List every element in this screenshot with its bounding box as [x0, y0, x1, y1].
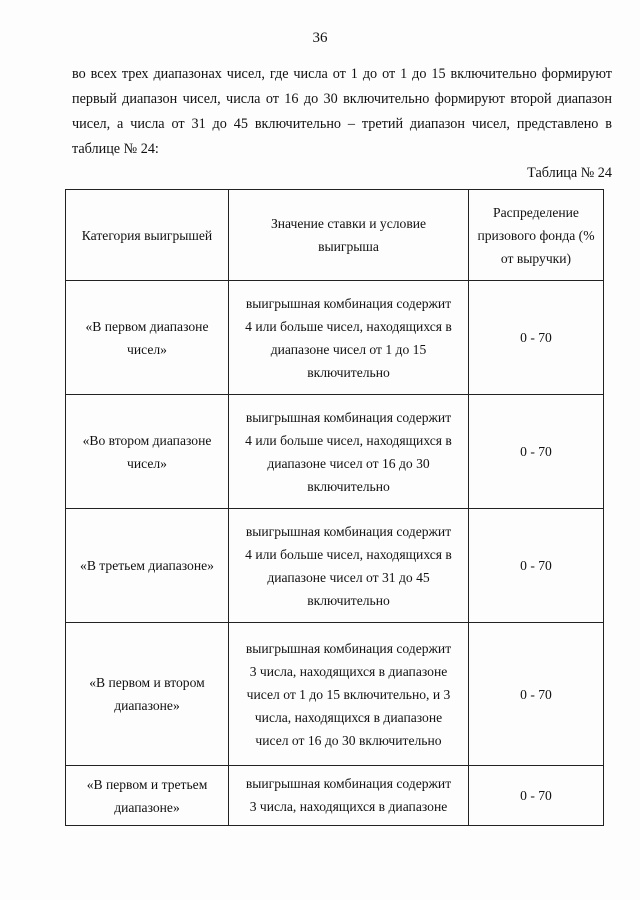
paragraph-line: во всех трех диапазонах чисел, где числа от 1 до от 1 до 15 включительно формируют	[72, 66, 612, 82]
header-condition: Значение ставки и условие выигрыша	[229, 190, 469, 281]
header-distribution: Распределение призового фонда (% от выручки)	[469, 190, 604, 281]
page-number: 36	[312, 30, 328, 46]
body-paragraph	[72, 62, 612, 162]
condition-cell: выигрышная комбинация содержит 4 или больше чисел, находящихся в диапазоне чисел от 31 до 45 включительно	[229, 509, 469, 623]
paragraph-line: таблице № 24:	[72, 141, 159, 157]
paragraph-line: первый диапазон чисел, числа от 16 до 30 включительно формируют второй диапазон	[72, 91, 612, 107]
category-cell: «Во втором диапазоне чисел»	[66, 395, 229, 509]
distribution-cell: 0 - 70	[469, 623, 604, 766]
category-cell: «В первом диапазоне чисел»	[66, 281, 229, 395]
category-cell: «В третьем диапазоне»	[66, 509, 229, 623]
paragraph-line: чисел, а числа от 31 до 45 включительно – третий диапазон чисел, представлено в	[72, 116, 612, 132]
table-header-row	[66, 190, 604, 281]
table-row	[66, 623, 604, 766]
distribution-cell: 0 - 70	[469, 281, 604, 395]
table-row	[66, 766, 604, 826]
table-caption: Таблица № 24	[527, 165, 612, 181]
condition-cell: выигрышная комбинация содержит 4 или больше чисел, находящихся в диапазоне чисел от 1 до 15 включительно	[229, 281, 469, 395]
table-row	[66, 395, 604, 509]
table-row	[66, 509, 604, 623]
condition-cell: выигрышная комбинация содержит 4 или больше чисел, находящихся в диапазоне чисел от 16 до 30 включительно	[229, 395, 469, 509]
table-row	[66, 281, 604, 395]
prize-distribution-table	[65, 189, 604, 826]
distribution-cell: 0 - 70	[469, 395, 604, 509]
condition-cell: выигрышная комбинация содержит 3 числа, находящихся в диапазоне	[229, 766, 469, 826]
category-cell: «В первом и втором диапазоне»	[66, 623, 229, 766]
distribution-cell: 0 - 70	[469, 766, 604, 826]
distribution-cell: 0 - 70	[469, 509, 604, 623]
condition-cell: выигрышная комбинация содержит 3 числа, находящихся в диапазоне чисел от 1 до 15 включительно, и 3 числа, находящихся в диапазоне чисел от 16 до 30 включительно	[229, 623, 469, 766]
category-cell: «В первом и третьем диапазоне»	[66, 766, 229, 826]
header-category: Категория выигрышей	[66, 190, 229, 281]
